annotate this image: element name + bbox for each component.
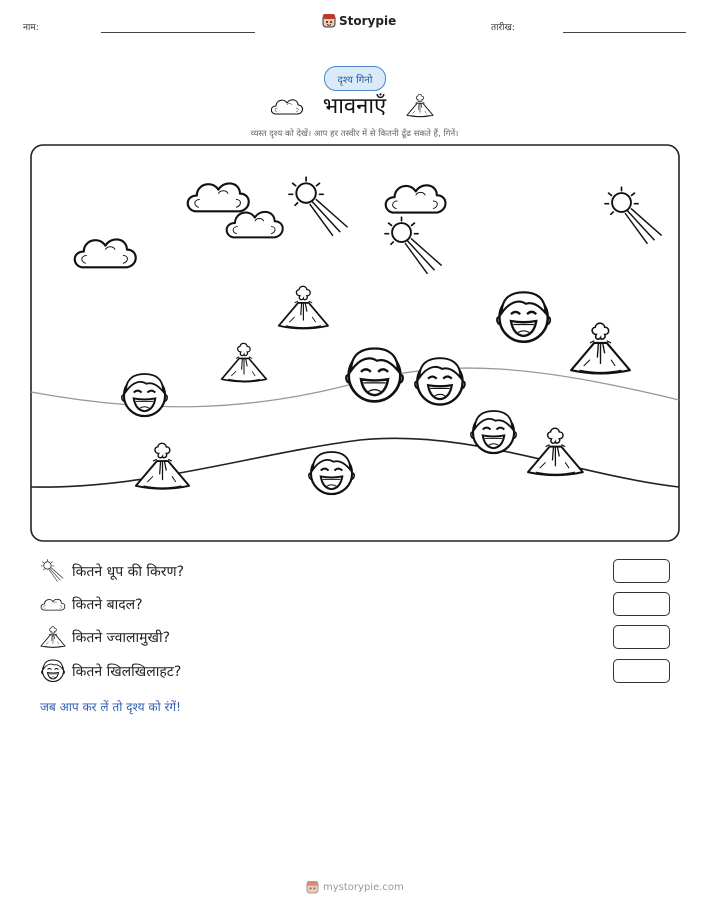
laughing-face-icon xyxy=(40,659,66,683)
footer xyxy=(306,880,404,894)
name-label: नाम: xyxy=(23,23,39,33)
laughing-face xyxy=(497,292,550,341)
activity-badge: दृश्य गिनो xyxy=(324,66,386,91)
date-field[interactable] xyxy=(563,32,686,33)
footer-url[interactable]: mystorypie.com xyxy=(323,881,404,893)
laughing-face xyxy=(122,374,167,416)
question-sunbeam xyxy=(40,559,184,583)
page-title: भावनाएँ xyxy=(322,94,387,119)
answer-box-laughing-face[interactable] xyxy=(613,659,670,683)
question-text: कितने खिलखिलाहट? xyxy=(72,663,182,680)
storypie-mascot-icon xyxy=(322,13,336,28)
date-label: तारीख: xyxy=(491,23,515,33)
question-text: कितने ज्वालामुखी? xyxy=(72,629,170,646)
laughing-face xyxy=(309,452,354,494)
brand-logo xyxy=(322,13,396,28)
cloud-icon xyxy=(40,592,66,616)
laughing-face xyxy=(471,411,516,453)
question-volcano xyxy=(40,625,170,649)
storypie-mascot-icon xyxy=(306,880,319,894)
busy-scene xyxy=(30,144,680,542)
sunbeam-icon xyxy=(40,559,66,583)
question-text: कितने धूप की किरण? xyxy=(72,563,185,580)
name-field[interactable] xyxy=(101,32,255,33)
brand-name: Storypie xyxy=(339,13,397,28)
answer-box-cloud[interactable] xyxy=(613,592,670,616)
title-volcano-icon xyxy=(406,93,434,119)
laughing-face xyxy=(415,358,465,404)
question-laughing-face xyxy=(40,659,181,683)
answer-box-volcano[interactable] xyxy=(613,625,670,649)
volcano-icon xyxy=(40,625,66,649)
answer-box-sunbeam[interactable] xyxy=(613,559,670,583)
laughing-face xyxy=(346,348,403,401)
coloring-instruction: जब आप कर लें तो दृश्य को रंगें! xyxy=(40,700,181,714)
question-cloud xyxy=(40,592,143,616)
question-text: कितने बादल? xyxy=(72,596,143,613)
instructions: व्यस्त दृश्य को देखें। आप हर तस्वीर में से कितनी ढूँढ सकते हैं, गिनें। xyxy=(250,129,459,139)
